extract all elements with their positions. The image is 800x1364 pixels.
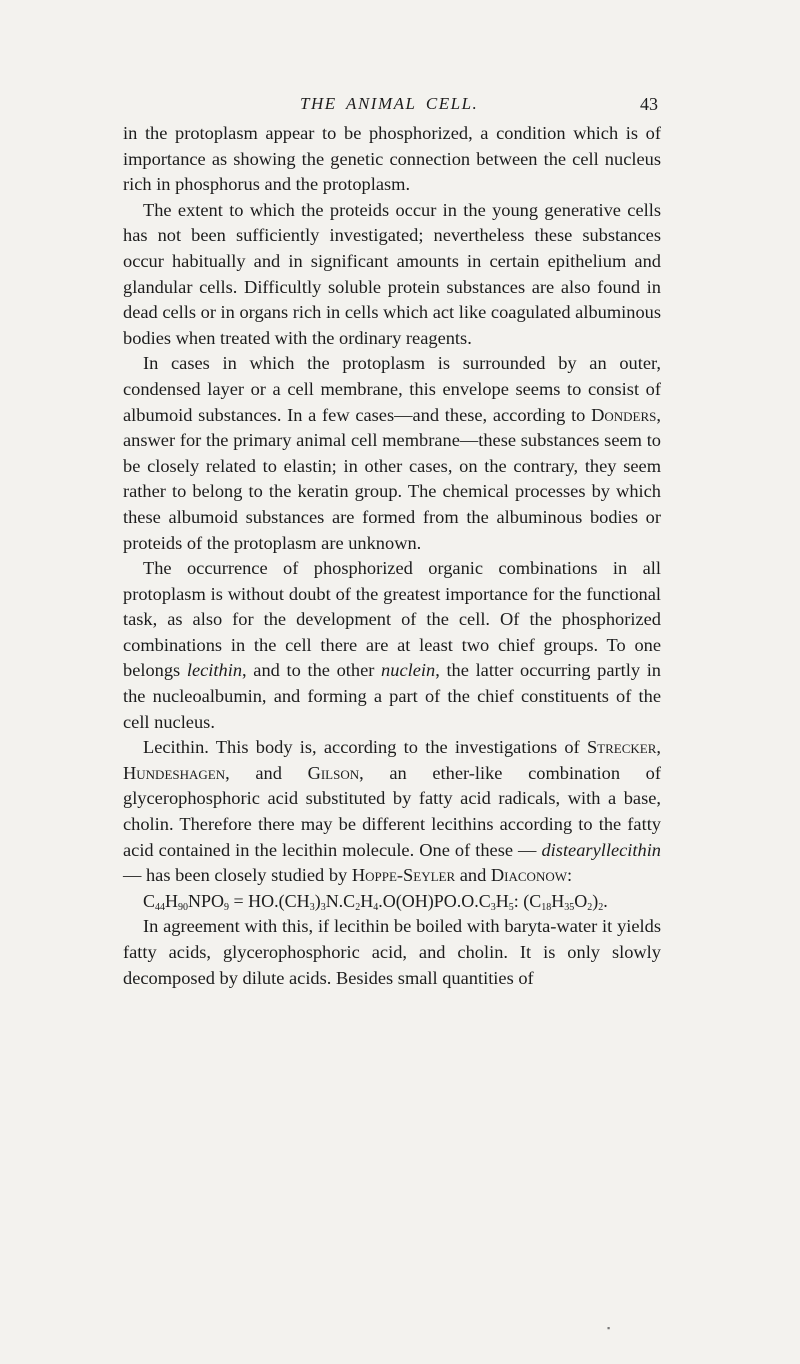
subscript: 2 [587, 901, 593, 913]
text-run: H [360, 890, 374, 911]
subscript: 2 [355, 901, 361, 913]
paragraph [123, 121, 661, 198]
text-run: in the protoplasm appear to be phosphorized, a condition which is of importance as showing the genetic connection between the cell nucleus rich in phosphorus and the protoplasm. [123, 123, 661, 195]
text-run: .O(OH)PO.O.C [378, 890, 491, 911]
subscript: 4 [373, 901, 379, 913]
text-run: NPO [188, 890, 225, 911]
subscript: 44 [155, 901, 166, 913]
text-run: , the latter occurring partly in the nucleoalbumin, and forming a part of the chief constituents of the cell nucleus. [123, 660, 661, 732]
text-run: C [143, 890, 156, 911]
subscript: 5 [508, 901, 514, 913]
emphasized-term: nuclein [381, 660, 436, 681]
subscript: 18 [541, 901, 552, 913]
author-name: Strecker [586, 737, 657, 758]
text-run: , answer for the primary animal cell membrane—these substances seem to be closely related to elastin; in other cases, on the contrary, they seem rather to belong to the keratin group. The chemical processes by which these albumoid substances are formed from the albuminous bodies or proteids of the protoplasm are unknown. [123, 404, 661, 553]
text-run: Lecithin. This body is, according to the investigations of [143, 737, 587, 758]
text-run: ) [314, 890, 321, 911]
paragraph [123, 198, 661, 352]
text-run: O [574, 890, 588, 911]
subscript: 3 [309, 901, 315, 913]
emphasized-term: distearyllecithin [541, 839, 661, 860]
text-run: H [495, 890, 509, 911]
text-run: : [567, 865, 573, 886]
author-name: Gilson [307, 762, 360, 783]
author-name: Hundeshagen [123, 762, 226, 783]
text-run: = HO.(CH [229, 890, 310, 911]
chemical-formula [123, 889, 661, 915]
paragraph [123, 556, 661, 735]
subscript: 3 [490, 901, 496, 913]
subscript: 2 [598, 901, 604, 913]
text-run: The extent to which the proteids occur in the young generative cells has not been sufficiently investigated; nevertheless these substances occur habitually and in significant amounts in certain epithelium and glandular cells. Difficultly soluble protein substances are also found in dead cells or in organs rich in cells which act like coagulated albuminous bodies when treated with the ordinary reagents. [123, 199, 661, 348]
paragraph [123, 914, 661, 991]
text-run: N.C [325, 890, 356, 911]
stray-mark: ▪ [607, 1323, 611, 1333]
text-run: , an ether-like combination of glycerophosphoric acid substituted by fatty acid radicals, with a base, cholin. Therefore there may be different lecithins according to the fatty acid contained in the lecithin molecule. One of these — [123, 762, 661, 860]
text-run: The occurrence of phosphorized organic combinations in all protoplasm is without doubt of the greatest importance for the functional task, as also for the development of the cell. Of the phosphorized combinations in the cell there are at least two chief groups. To one belongs [123, 558, 661, 681]
subscript: 9 [224, 901, 230, 913]
running-head-title: THE ANIMAL CELL. [300, 94, 479, 113]
author-name: Hoppe-Seyler [351, 865, 456, 886]
subscript: 90 [178, 901, 189, 913]
subscript: 35 [564, 901, 575, 913]
author-name: Donders [591, 404, 657, 425]
subscript: 3 [320, 901, 326, 913]
text-run: H [551, 890, 565, 911]
text-run: , [656, 737, 661, 758]
text-run: and [455, 865, 491, 886]
running-head [0, 94, 800, 118]
text-run: . [603, 890, 608, 911]
text-run: ) [592, 890, 599, 911]
text-run: : (C [513, 890, 542, 911]
text-run: H [165, 890, 179, 911]
paragraph [123, 735, 661, 889]
paragraph [123, 351, 661, 556]
text-run: In cases in which the protoplasm is surrounded by an outer, condensed layer or a cell membrane, this envelope seems to consist of albumoid substances. In a few cases—and these, according to [123, 353, 661, 425]
body-text [123, 121, 661, 991]
text-run: — has been closely studied by [123, 865, 352, 886]
text-run: , and [225, 762, 308, 783]
author-name: Diaconow [490, 865, 567, 886]
page-number: 43 [640, 94, 658, 114]
text-run: In agreement with this, if lecithin be boiled with baryta-water it yields fatty acids, glycerophosphoric acid, and cholin. It is only slowly decomposed by dilute acids. Besides small quantities of [123, 916, 661, 988]
emphasized-term: lecithin [186, 660, 243, 681]
text-run: , and to the other [242, 660, 382, 681]
